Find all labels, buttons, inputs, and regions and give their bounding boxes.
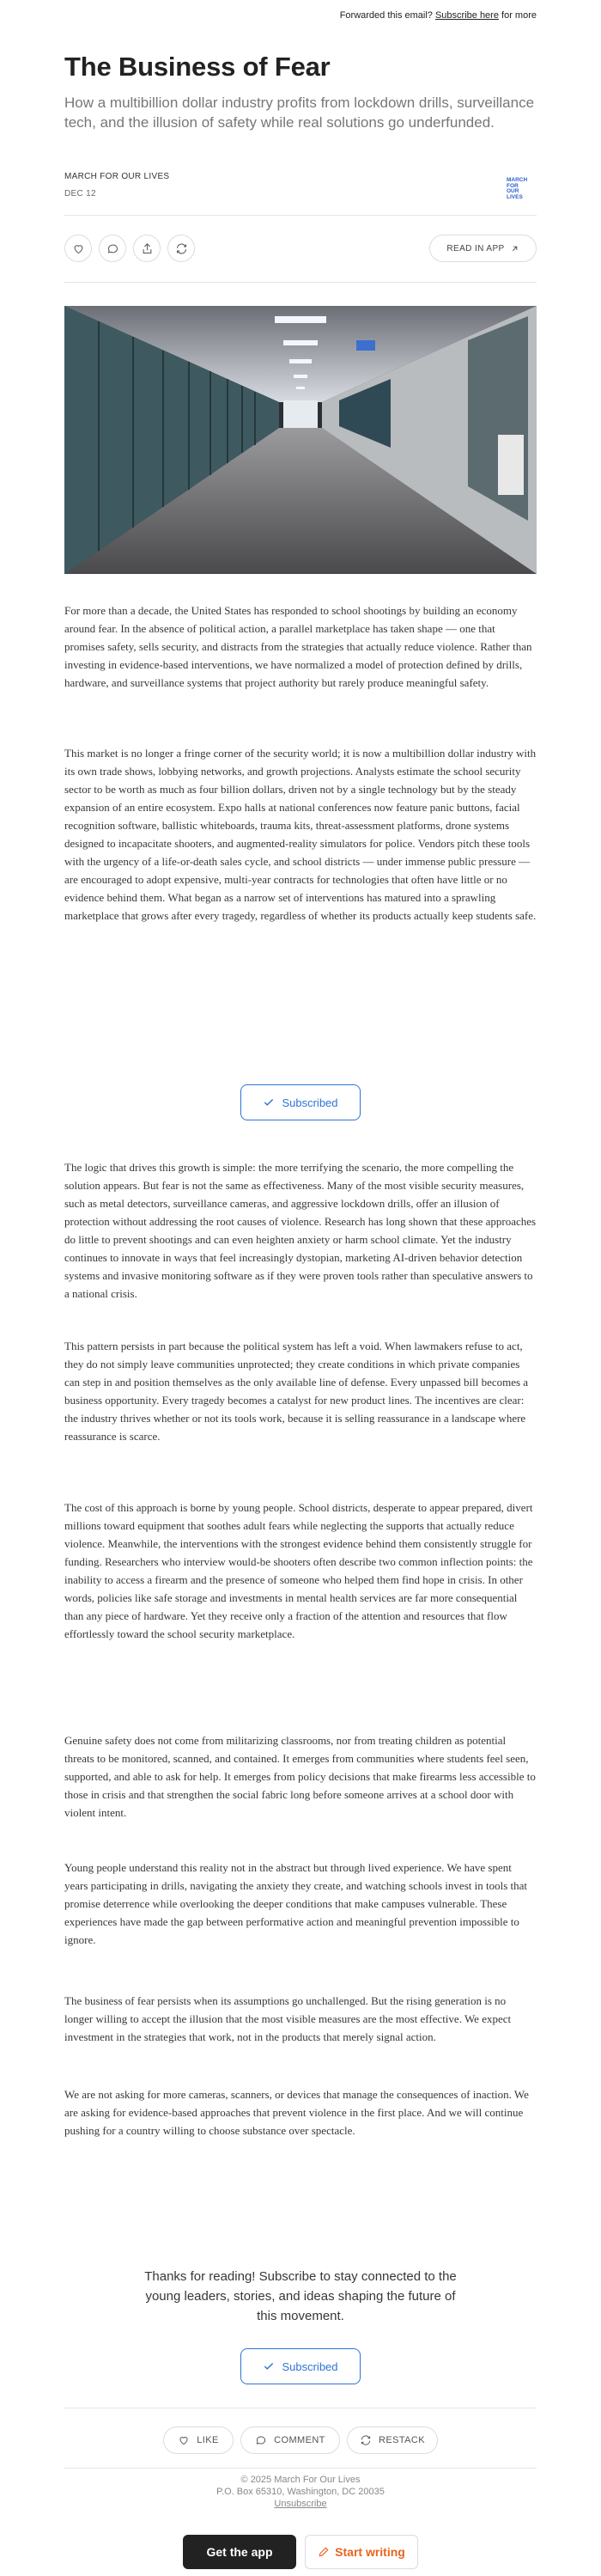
subscribed-label: Subscribed	[282, 1096, 338, 1109]
body-paragraph: Young people understand this reality not in the abstract but through lived experience. We have spent years participating in drills, navigating the anxiety they create, and watching schools invest in tools that promise deterrence while overlooking the deeper conditions that make campuses vulnerable. These experiences have made the gap between performative action and meaningful prevention impossible to ignore.	[64, 1861, 527, 1946]
heart-icon	[178, 2434, 190, 2446]
body-paragraph: Genuine safety does not come from militarizing classrooms, nor from treating children as potential threats to be monitored, scanned, and contained. It emerges from communities where students feel seen, supported, and able to ask for help. It emerges from policy decisions that make firearms less accessible to those in crisis and that strengthen the social fabric long before someone arrives at a school door with violent intent.	[64, 1734, 536, 1819]
subscribe-link[interactable]: Subscribe here	[434, 10, 499, 21]
body-paragraph: This pattern persists in part because the political system has left a void. When lawmakers refuse to act, they do not simply leave communities unprotected; they create conditions in which private companies can step in and position themselves as the only available line of defense. Every unpassed bill becomes a business opportunity. Every tragedy becomes a catalyst for new product lines. The incentives are clear: the industry thrives whether or not its tools work, because it is selling reassurance in a landscape where reassurance is scarce.	[64, 1340, 529, 1443]
heart-icon	[72, 242, 85, 255]
get-app-label: Get the app	[206, 2545, 273, 2559]
post-date: DEC 12	[64, 189, 96, 198]
like-label: LIKE	[197, 2435, 219, 2445]
post-title: The Business of Fear	[64, 52, 331, 82]
forwarded-prefix: Forwarded this email?	[339, 10, 433, 21]
share-icon	[141, 242, 154, 255]
subscribed-button[interactable]	[240, 1084, 361, 1120]
comment-button[interactable]	[240, 2426, 340, 2454]
comment-label: COMMENT	[274, 2435, 325, 2445]
comment-icon	[106, 242, 119, 255]
restack-button[interactable]	[347, 2426, 438, 2454]
subscribed-button[interactable]	[240, 2348, 361, 2384]
divider	[64, 2468, 537, 2469]
read-in-app-label: READ IN APP	[446, 243, 505, 253]
body-paragraph: For more than a decade, the United States has responded to school shootings by building an economy around fear. In the absence of political action, a parallel marketplace has taken shape — one that promises safety, sells security, and distracts from the strategies that actually reduce violence. Rather than investing in evidence-based interventions, we have normalized a model of protection defined by drills, hardware, and surveillance systems that project authority but rarely produce meaningful safety.	[64, 604, 532, 689]
logo-text: MARCH FOR OUR LIVES	[507, 177, 528, 200]
start-writing-label: Start writing	[335, 2545, 405, 2559]
external-arrow-icon	[510, 244, 519, 253]
restack-icon	[175, 242, 188, 255]
share-button[interactable]	[133, 235, 161, 262]
divider	[64, 282, 537, 283]
divider	[64, 215, 537, 216]
body-paragraph: We are not asking for more cameras, scanners, or devices that manage the consequences of inaction. We are asking for evidence-based approaches that prevent violence in the first place. And we will continue pushing for a country willing to choose substance over spectacle.	[64, 2088, 529, 2137]
start-writing-button[interactable]	[305, 2535, 418, 2569]
footer-copyright: © 2025 March For Our Lives	[240, 2475, 361, 2485]
like-button[interactable]	[64, 235, 92, 262]
comment-button[interactable]	[99, 235, 126, 262]
forwarded-suffix: for more	[501, 10, 537, 21]
thanks-message: Thanks for reading! Subscribe to stay connected to the young leaders, stories, and ideas shaping the future of this movement.	[144, 2269, 457, 2323]
footer-address: P.O. Box 65310, Washington, DC 20035	[216, 2487, 385, 2497]
pencil-icon	[318, 2546, 330, 2558]
body-paragraph: The logic that drives this growth is simple: the more terrifying the scenario, the more compelling the solution appears. But fear is not the same as effectiveness. Many of the most visible security measures, such as metal detectors, surveillance cameras, and aggressive lockdown drills, offer an illusion of protection without addressing the root causes of violence. Research has long shown that these approaches do little to prevent shootings and can even heighten anxiety or harm school climate. Yet the industry continues to innovate in ways that feel increasingly dystopian, marketing AI-driven behavior detection systems and invasive monitoring software as if they were proven tools rather than speculative answers to a national crisis.	[64, 1161, 537, 1300]
hero-image[interactable]	[64, 306, 537, 574]
post-subtitle: How a multibillion dollar industry profits from lockdown drills, surveillance tech, and the illusion of safety while real solutions go underfunded.	[64, 95, 535, 131]
check-icon	[263, 1096, 275, 1108]
unsubscribe-link[interactable]: Unsubscribe	[274, 2499, 327, 2509]
body-paragraph: The cost of this approach is borne by young people. School districts, desperate to appear prepared, divert millions toward equipment that soothes adult fears while neglecting the supports that actually reduce violence. Meanwhile, the interventions with the strongest evidence behind them consistently struggle for funding. Researchers who interview would-be shooters often describe two common inflection points: the inability to access a firearm and the presence of someone who helped them find hope in crisis. In other words, policies like safe storage and investments in mental health services are far more consequential than any piece of hardware. Yet they receive only a fraction of the attention and resources that flow effortlessly toward the school security marketplace.	[64, 1501, 533, 1640]
footer-unsubscribe	[0, 2499, 601, 2509]
read-in-app-button[interactable]	[429, 235, 537, 262]
restack-button[interactable]	[167, 235, 195, 262]
subscribed-label: Subscribed	[282, 2359, 338, 2373]
publication-logo[interactable]	[507, 178, 531, 198]
comment-icon	[255, 2434, 267, 2446]
check-icon	[263, 2360, 275, 2372]
like-button[interactable]	[163, 2426, 234, 2454]
forwarded-notice	[340, 10, 537, 21]
body-paragraph: This market is no longer a fringe corner of the security world; it is now a multibillion dollar industry with its own trade shows, lobbying networks, and growth projections. Analysts estimate the school security sector to be worth as much as four billion dollars, driven not by a single technology but by the steady expansion of an entire ecosystem. Expo halls at national conferences now feature panic buttons, facial recognition software, ballistic whiteboards, trauma kits, threat-assessment platforms, drone systems designed to incapacitate shooters, and augmented-reality simulators for police. Vendors pitch these tools with the urgency of a life-or-death sales cycle, and school districts — under immense public pressure — are encouraged to adopt expensive, multi-year contracts for technologies that often have little or no evidence behind them. What began as a narrow set of interventions has matured into a sprawling marketplace that grows after every tragedy, regardless of whether its products actually keep students safe.	[64, 747, 537, 922]
restack-icon	[360, 2434, 372, 2446]
body-paragraph: The business of fear persists when its assumptions go unchallenged. But the rising generation is no longer willing to accept the illusion that the most visible measures are the most effective. We expect investment in the strategies that work, not in the products that merely signal action.	[64, 1994, 512, 2043]
publication-name[interactable]: MARCH FOR OUR LIVES	[64, 172, 170, 181]
hallway-photo	[64, 306, 537, 574]
restack-label: RESTACK	[379, 2435, 425, 2445]
get-app-button[interactable]	[183, 2535, 296, 2569]
